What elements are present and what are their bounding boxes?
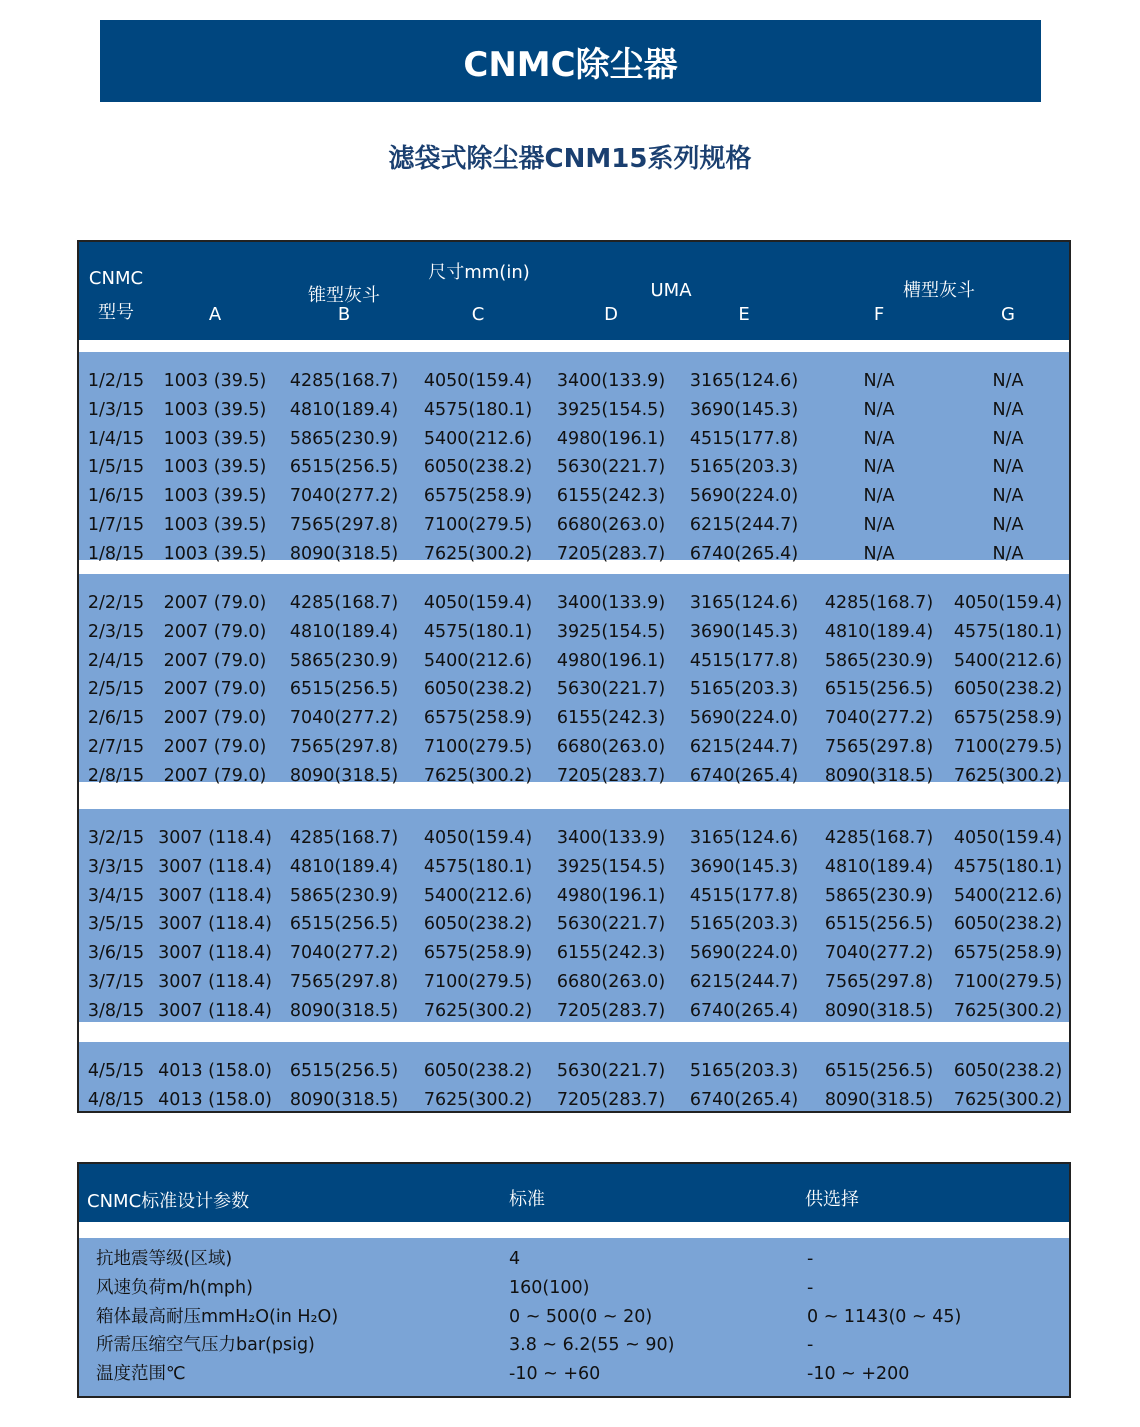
table-row xyxy=(79,1360,1069,1389)
cell-col-b: 7040(277.2) xyxy=(289,943,399,964)
cell-param-standard: 4 xyxy=(509,1249,521,1269)
cell-model: 3/8/15 xyxy=(87,1000,145,1021)
cell-col-d: 6680(263.0) xyxy=(556,515,666,535)
page-subtitle: 滤袋式除尘器CNM15系列规格 xyxy=(388,144,752,174)
spec-group-3 xyxy=(79,809,1069,1022)
cell-param-standard: 160(100) xyxy=(509,1277,590,1298)
cell-col-f: N/A xyxy=(863,399,895,420)
param-table xyxy=(77,1162,1071,1398)
cell-col-g: 4050(159.4) xyxy=(953,593,1063,613)
header-trough-hopper: 槽型灰斗 xyxy=(903,280,975,301)
cell-param-name: 风速负荷m/h(mph) xyxy=(96,1277,253,1298)
cell-col-d: 6680(263.0) xyxy=(556,972,666,992)
cell-model: 1/4/15 xyxy=(87,428,145,449)
cell-col-f: N/A xyxy=(863,457,895,478)
cell-col-d: 7205(283.7) xyxy=(556,1000,666,1021)
cell-col-e: 3165(124.6) xyxy=(689,593,799,613)
cell-model: 1/7/15 xyxy=(87,515,145,535)
table-row xyxy=(79,733,1069,762)
table-row xyxy=(79,1086,1069,1115)
cell-col-g: N/A xyxy=(992,457,1024,478)
spec-table-header xyxy=(79,242,1069,340)
cell-col-a: 1003 (39.5) xyxy=(163,371,267,391)
header-param-standard: 标准 xyxy=(509,1189,545,1210)
cell-col-c: 6575(258.9) xyxy=(423,708,533,729)
cell-param-standard: 0 ~ 500(0 ~ 20) xyxy=(509,1306,653,1327)
cell-param-name: 所需压缩空气压力bar(psig) xyxy=(96,1335,315,1356)
cell-col-f: 5865(230.9) xyxy=(824,650,934,671)
cell-model: 1/5/15 xyxy=(87,457,145,478)
cell-model: 2/6/15 xyxy=(87,708,145,729)
cell-col-e: 5690(224.0) xyxy=(689,943,799,964)
cell-col-f: 8090(318.5) xyxy=(824,1000,934,1021)
cell-col-d: 6155(242.3) xyxy=(556,943,666,964)
cell-col-f: 6515(256.5) xyxy=(824,914,934,935)
table-row xyxy=(79,647,1069,676)
cell-col-e: 6740(265.4) xyxy=(689,765,799,786)
cell-col-d: 7205(283.7) xyxy=(556,1089,666,1110)
header-model-line2: 型号 xyxy=(98,302,134,323)
cell-col-c: 6050(238.2) xyxy=(423,457,533,478)
cell-param-optional: -10 ~ +200 xyxy=(807,1364,910,1385)
header-col-c: C xyxy=(471,304,485,325)
table-row xyxy=(79,367,1069,396)
cell-col-a: 3007 (118.4) xyxy=(158,885,272,906)
cell-col-f: 8090(318.5) xyxy=(824,1089,934,1110)
cell-model: 3/2/15 xyxy=(87,828,145,848)
cell-model: 1/3/15 xyxy=(87,399,145,420)
cell-col-g: 6050(238.2) xyxy=(953,914,1063,935)
cell-model: 1/6/15 xyxy=(87,486,145,507)
cell-col-a: 4013 (158.0) xyxy=(158,1061,272,1081)
cell-col-e: 3690(145.3) xyxy=(689,399,799,420)
cell-col-e: 3690(145.3) xyxy=(689,856,799,877)
cell-param-name: 温度范围℃ xyxy=(96,1364,186,1385)
cell-col-f: N/A xyxy=(863,543,895,564)
cell-col-c: 7625(300.2) xyxy=(423,1000,533,1021)
cell-col-b: 8090(318.5) xyxy=(289,765,399,786)
cell-model: 4/5/15 xyxy=(87,1061,145,1081)
header-param-name: CNMC标准设计参数 xyxy=(87,1191,250,1212)
cell-col-e: 5165(203.3) xyxy=(689,679,799,700)
cell-col-d: 5630(221.7) xyxy=(556,914,666,935)
cell-col-d: 3400(133.9) xyxy=(556,371,666,391)
cell-col-d: 6155(242.3) xyxy=(556,486,666,507)
cell-col-g: 4575(180.1) xyxy=(953,621,1063,642)
cell-col-g: 7100(279.5) xyxy=(953,972,1063,992)
cell-col-c: 4050(159.4) xyxy=(423,371,533,391)
header-uma: UMA xyxy=(650,280,692,301)
cell-col-b: 4285(168.7) xyxy=(289,371,399,391)
cell-col-c: 7625(300.2) xyxy=(423,543,533,564)
cell-col-f: 6515(256.5) xyxy=(824,1061,934,1081)
cell-col-a: 2007 (79.0) xyxy=(163,765,267,786)
table-row xyxy=(79,396,1069,425)
table-row xyxy=(79,910,1069,939)
spec-group-4 xyxy=(79,1042,1069,1111)
table-row xyxy=(79,824,1069,853)
cell-col-b: 5865(230.9) xyxy=(289,885,399,906)
cell-col-c: 6050(238.2) xyxy=(423,679,533,700)
cell-col-f: 7040(277.2) xyxy=(824,708,934,729)
cell-model: 3/7/15 xyxy=(87,972,145,992)
cell-col-a: 1003 (39.5) xyxy=(163,486,267,507)
cell-col-d: 3925(154.5) xyxy=(556,399,666,420)
cell-col-b: 8090(318.5) xyxy=(289,543,399,564)
cell-col-a: 3007 (118.4) xyxy=(158,1000,272,1021)
param-table-body xyxy=(79,1238,1069,1396)
header-col-b: B xyxy=(337,304,351,325)
cell-col-a: 3007 (118.4) xyxy=(158,972,272,992)
table-row xyxy=(79,453,1069,482)
table-row xyxy=(79,704,1069,733)
cell-col-b: 5865(230.9) xyxy=(289,428,399,449)
cell-col-f: 7565(297.8) xyxy=(824,972,934,992)
cell-col-e: 3165(124.6) xyxy=(689,828,799,848)
header-col-a: A xyxy=(208,304,222,325)
cell-col-c: 7100(279.5) xyxy=(423,972,533,992)
header-model-line1: CNMC xyxy=(88,268,144,289)
cell-col-f: 7040(277.2) xyxy=(824,943,934,964)
table-row xyxy=(79,853,1069,882)
cell-param-optional: 0 ~ 1143(0 ~ 45) xyxy=(807,1306,962,1327)
cell-col-b: 4810(189.4) xyxy=(289,856,399,877)
cell-col-g: 4050(159.4) xyxy=(953,828,1063,848)
cell-col-b: 8090(318.5) xyxy=(289,1089,399,1110)
cell-col-e: 5165(203.3) xyxy=(689,914,799,935)
cell-col-g: N/A xyxy=(992,543,1024,564)
table-row xyxy=(79,675,1069,704)
cell-col-g: N/A xyxy=(992,486,1024,507)
cell-col-b: 7565(297.8) xyxy=(289,515,399,535)
cell-col-f: 6515(256.5) xyxy=(824,679,934,700)
cell-model: 2/3/15 xyxy=(87,621,145,642)
cell-col-d: 7205(283.7) xyxy=(556,543,666,564)
cell-col-f: 8090(318.5) xyxy=(824,765,934,786)
cell-col-f: N/A xyxy=(863,371,895,391)
cell-col-b: 7565(297.8) xyxy=(289,737,399,757)
cell-col-f: N/A xyxy=(863,428,895,449)
cell-col-c: 6050(238.2) xyxy=(423,1061,533,1081)
cell-col-c: 4575(180.1) xyxy=(423,856,533,877)
cell-model: 2/2/15 xyxy=(87,593,145,613)
cell-model: 3/4/15 xyxy=(87,885,145,906)
cell-col-f: N/A xyxy=(863,486,895,507)
cell-col-b: 4285(168.7) xyxy=(289,593,399,613)
cell-col-g: 7625(300.2) xyxy=(953,1089,1063,1110)
cell-col-d: 3400(133.9) xyxy=(556,593,666,613)
cell-col-f: 4810(189.4) xyxy=(824,856,934,877)
cell-param-name: 抗地震等级(区域) xyxy=(96,1249,233,1269)
cell-col-g: 4575(180.1) xyxy=(953,856,1063,877)
cell-col-g: 5400(212.6) xyxy=(953,885,1063,906)
cell-col-e: 6740(265.4) xyxy=(689,1000,799,1021)
cell-col-d: 4980(196.1) xyxy=(556,428,666,449)
cell-col-g: N/A xyxy=(992,515,1024,535)
cell-col-g: N/A xyxy=(992,428,1024,449)
cell-model: 2/8/15 xyxy=(87,765,145,786)
cell-col-f: 4810(189.4) xyxy=(824,621,934,642)
cell-col-g: N/A xyxy=(992,371,1024,391)
cell-col-a: 2007 (79.0) xyxy=(163,679,267,700)
cell-col-e: 6740(265.4) xyxy=(689,1089,799,1110)
table-row xyxy=(79,882,1069,911)
cell-col-d: 7205(283.7) xyxy=(556,765,666,786)
cell-col-c: 5400(212.6) xyxy=(423,885,533,906)
cell-col-a: 2007 (79.0) xyxy=(163,737,267,757)
table-row xyxy=(79,1274,1069,1303)
table-row xyxy=(79,589,1069,618)
header-dimension-group: 尺寸mm(in) xyxy=(428,262,530,283)
cell-col-c: 5400(212.6) xyxy=(423,428,533,449)
table-row xyxy=(79,511,1069,540)
param-table-header xyxy=(79,1164,1069,1222)
cell-col-b: 4285(168.7) xyxy=(289,828,399,848)
cell-col-e: 6740(265.4) xyxy=(689,543,799,564)
title-banner xyxy=(100,20,1041,102)
cell-param-optional: - xyxy=(807,1335,814,1356)
cell-model: 2/5/15 xyxy=(87,679,145,700)
cell-col-e: 6215(244.7) xyxy=(689,972,799,992)
cell-col-b: 6515(256.5) xyxy=(289,457,399,478)
cell-col-c: 7100(279.5) xyxy=(423,737,533,757)
cell-col-a: 3007 (118.4) xyxy=(158,914,272,935)
cell-col-f: 5865(230.9) xyxy=(824,885,934,906)
table-row xyxy=(79,939,1069,968)
cell-param-standard: 3.8 ~ 6.2(55 ~ 90) xyxy=(509,1335,675,1356)
cell-col-a: 1003 (39.5) xyxy=(163,428,267,449)
header-col-e: E xyxy=(738,304,750,325)
cell-col-f: 7565(297.8) xyxy=(824,737,934,757)
cell-col-d: 4980(196.1) xyxy=(556,650,666,671)
cell-col-e: 5690(224.0) xyxy=(689,708,799,729)
cell-param-optional: - xyxy=(807,1277,814,1298)
spec-group-1 xyxy=(79,352,1069,564)
cell-col-d: 4980(196.1) xyxy=(556,885,666,906)
cell-col-b: 5865(230.9) xyxy=(289,650,399,671)
table-row xyxy=(79,540,1069,569)
cell-col-b: 4810(189.4) xyxy=(289,621,399,642)
cell-col-b: 6515(256.5) xyxy=(289,914,399,935)
cell-col-c: 6575(258.9) xyxy=(423,486,533,507)
cell-col-a: 1003 (39.5) xyxy=(163,457,267,478)
spec-group-2 xyxy=(79,574,1069,786)
cell-col-c: 4575(180.1) xyxy=(423,621,533,642)
cell-col-e: 6215(244.7) xyxy=(689,515,799,535)
cell-col-b: 6515(256.5) xyxy=(289,679,399,700)
cell-col-d: 5630(221.7) xyxy=(556,457,666,478)
cell-col-f: 4285(168.7) xyxy=(824,593,934,613)
cell-col-a: 2007 (79.0) xyxy=(163,621,267,642)
header-cone-hopper: 锥型灰斗 xyxy=(308,285,380,306)
cell-col-d: 3400(133.9) xyxy=(556,828,666,848)
cell-model: 3/3/15 xyxy=(87,856,145,877)
cell-col-b: 7565(297.8) xyxy=(289,972,399,992)
table-row xyxy=(79,1245,1069,1274)
cell-col-g: 5400(212.6) xyxy=(953,650,1063,671)
cell-col-d: 3925(154.5) xyxy=(556,621,666,642)
header-col-f: F xyxy=(873,304,885,325)
cell-param-standard: -10 ~ +60 xyxy=(509,1364,601,1385)
table-row xyxy=(79,1331,1069,1360)
cell-col-f: N/A xyxy=(863,515,895,535)
cell-col-d: 5630(221.7) xyxy=(556,679,666,700)
cell-model: 4/8/15 xyxy=(87,1089,145,1110)
cell-model: 3/6/15 xyxy=(87,943,145,964)
cell-col-c: 5400(212.6) xyxy=(423,650,533,671)
cell-col-c: 6575(258.9) xyxy=(423,943,533,964)
cell-col-e: 4515(177.8) xyxy=(689,885,799,906)
cell-col-e: 3690(145.3) xyxy=(689,621,799,642)
cell-col-e: 4515(177.8) xyxy=(689,428,799,449)
table-row xyxy=(79,997,1069,1026)
cell-col-g: 6575(258.9) xyxy=(953,943,1063,964)
cell-col-d: 6680(263.0) xyxy=(556,737,666,757)
cell-col-c: 7625(300.2) xyxy=(423,765,533,786)
cell-col-a: 2007 (79.0) xyxy=(163,650,267,671)
cell-col-a: 2007 (79.0) xyxy=(163,593,267,613)
page-title: CNMC除尘器 xyxy=(463,44,678,85)
cell-model: 1/8/15 xyxy=(87,543,145,564)
cell-col-b: 6515(256.5) xyxy=(289,1061,399,1081)
spec-table xyxy=(77,240,1071,1113)
cell-model: 1/2/15 xyxy=(87,371,145,391)
cell-col-f: 4285(168.7) xyxy=(824,828,934,848)
table-row xyxy=(79,482,1069,511)
cell-col-b: 8090(318.5) xyxy=(289,1000,399,1021)
cell-col-a: 3007 (118.4) xyxy=(158,943,272,964)
cell-col-a: 1003 (39.5) xyxy=(163,515,267,535)
cell-col-c: 4050(159.4) xyxy=(423,828,533,848)
table-row xyxy=(79,762,1069,791)
cell-col-d: 5630(221.7) xyxy=(556,1061,666,1081)
cell-col-a: 3007 (118.4) xyxy=(158,856,272,877)
cell-col-a: 1003 (39.5) xyxy=(163,399,267,420)
cell-col-c: 4050(159.4) xyxy=(423,593,533,613)
cell-col-e: 6215(244.7) xyxy=(689,737,799,757)
cell-param-optional: - xyxy=(807,1249,814,1269)
cell-col-d: 6155(242.3) xyxy=(556,708,666,729)
cell-col-e: 3165(124.6) xyxy=(689,371,799,391)
cell-col-g: 6575(258.9) xyxy=(953,708,1063,729)
cell-col-c: 4575(180.1) xyxy=(423,399,533,420)
header-col-d: D xyxy=(604,304,618,325)
header-col-g: G xyxy=(1001,304,1015,325)
table-row xyxy=(79,968,1069,997)
table-row xyxy=(79,1303,1069,1332)
cell-col-g: N/A xyxy=(992,399,1024,420)
table-row xyxy=(79,618,1069,647)
cell-col-d: 3925(154.5) xyxy=(556,856,666,877)
cell-col-a: 3007 (118.4) xyxy=(158,828,272,848)
cell-col-e: 5165(203.3) xyxy=(689,1061,799,1081)
cell-param-name: 箱体最高耐压mmH₂O(in H₂O) xyxy=(96,1306,339,1327)
cell-col-e: 4515(177.8) xyxy=(689,650,799,671)
cell-col-b: 4810(189.4) xyxy=(289,399,399,420)
cell-col-e: 5165(203.3) xyxy=(689,457,799,478)
cell-model: 2/7/15 xyxy=(87,737,145,757)
cell-col-b: 7040(277.2) xyxy=(289,708,399,729)
cell-col-a: 4013 (158.0) xyxy=(158,1089,272,1110)
cell-col-g: 6050(238.2) xyxy=(953,1061,1063,1081)
cell-model: 3/5/15 xyxy=(87,914,145,935)
cell-col-g: 6050(238.2) xyxy=(953,679,1063,700)
cell-col-a: 1003 (39.5) xyxy=(163,543,267,564)
cell-col-g: 7625(300.2) xyxy=(953,1000,1063,1021)
cell-model: 2/4/15 xyxy=(87,650,145,671)
cell-col-c: 7100(279.5) xyxy=(423,515,533,535)
cell-col-b: 7040(277.2) xyxy=(289,486,399,507)
table-row xyxy=(79,1057,1069,1086)
cell-col-c: 7625(300.2) xyxy=(423,1089,533,1110)
cell-col-g: 7625(300.2) xyxy=(953,765,1063,786)
header-param-optional: 供选择 xyxy=(805,1189,859,1210)
cell-col-g: 7100(279.5) xyxy=(953,737,1063,757)
cell-col-a: 2007 (79.0) xyxy=(163,708,267,729)
cell-col-c: 6050(238.2) xyxy=(423,914,533,935)
table-row xyxy=(79,425,1069,454)
cell-col-e: 5690(224.0) xyxy=(689,486,799,507)
